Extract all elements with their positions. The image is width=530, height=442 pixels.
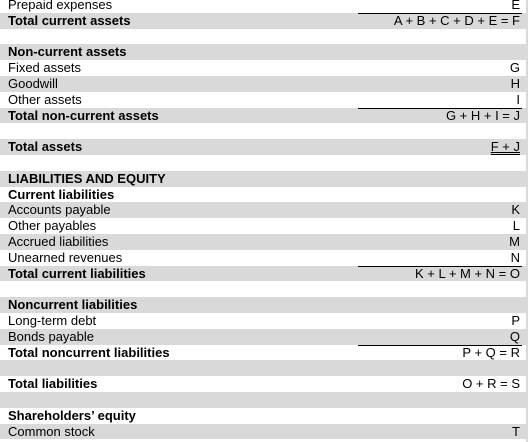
sheet-row bbox=[0, 13, 526, 29]
row-value: K bbox=[511, 202, 520, 218]
row-label: LIABILITIES AND EQUITY bbox=[8, 170, 166, 186]
row-label: Fixed assets bbox=[8, 60, 81, 76]
row-value: H bbox=[510, 75, 520, 91]
row-label: Total current assets bbox=[8, 12, 131, 28]
row-value: P bbox=[511, 312, 520, 328]
row-value: K + L + M + N = O bbox=[414, 265, 520, 281]
row-label: Prepaid expenses bbox=[8, 0, 113, 12]
row-label: Common stock bbox=[8, 423, 95, 439]
row-label: Total current liabilities bbox=[8, 265, 146, 281]
sheet-row bbox=[0, 60, 526, 76]
row-label: Bonds payable bbox=[8, 328, 95, 344]
row-label: Other payables bbox=[8, 218, 97, 234]
row-label: Goodwill bbox=[8, 75, 58, 91]
sheet-row bbox=[0, 187, 526, 203]
sheet-row bbox=[0, 376, 526, 392]
sheet-row bbox=[0, 171, 526, 187]
spacer-row bbox=[0, 281, 526, 297]
row-value: N bbox=[510, 249, 520, 265]
row-label: Shareholders’ equity bbox=[8, 407, 136, 423]
row-value: Q bbox=[509, 328, 520, 344]
row-value: I bbox=[516, 91, 520, 107]
row-label: Total non-current assets bbox=[8, 107, 159, 123]
sheet-row bbox=[0, 218, 526, 234]
sheet-row bbox=[0, 424, 526, 440]
row-value: G + H + I = J bbox=[445, 107, 520, 123]
spacer-row bbox=[0, 29, 526, 45]
sheet-row bbox=[0, 345, 526, 361]
sheet-row bbox=[0, 76, 526, 92]
row-value: E bbox=[511, 0, 520, 12]
row-value: M bbox=[509, 233, 520, 249]
row-label: Total liabilities bbox=[8, 376, 98, 392]
sheet-row bbox=[0, 92, 526, 108]
sheet-row bbox=[0, 313, 526, 329]
row-value: G bbox=[509, 60, 520, 76]
row-value: A + B + C + D + E = F bbox=[393, 12, 520, 28]
sheet-row bbox=[0, 108, 526, 124]
row-value: T bbox=[512, 423, 520, 439]
row-label: Long-term debt bbox=[8, 312, 97, 328]
row-label: Other assets bbox=[8, 91, 82, 107]
spacer-row bbox=[0, 123, 526, 139]
sheet-row bbox=[0, 234, 526, 250]
sheet-row bbox=[0, 202, 526, 218]
row-value: L bbox=[512, 218, 520, 234]
row-label: Noncurrent liabilities bbox=[8, 297, 138, 313]
row-label: Current liabilities bbox=[8, 186, 115, 202]
sheet-row bbox=[0, 0, 526, 13]
row-label: Non-current assets bbox=[8, 44, 127, 60]
row-value: F + J bbox=[490, 139, 520, 155]
row-label: Unearned revenues bbox=[8, 249, 123, 265]
row-label: Accrued liabilities bbox=[8, 233, 109, 249]
sheet-row bbox=[0, 44, 526, 60]
row-label: Total assets bbox=[8, 139, 83, 155]
row-value: P + Q = R bbox=[462, 344, 520, 360]
sheet-row bbox=[0, 266, 526, 282]
spacer-row bbox=[0, 360, 526, 376]
row-label: Total noncurrent liabilities bbox=[8, 344, 170, 360]
row-label: Accounts payable bbox=[8, 202, 111, 218]
sheet-row bbox=[0, 297, 526, 313]
row-value: O + R = S bbox=[462, 376, 520, 392]
spacer-row bbox=[0, 155, 526, 171]
spacer-row bbox=[0, 392, 526, 408]
sheet-row bbox=[0, 408, 526, 424]
sheet-row bbox=[0, 329, 526, 345]
sheet-row bbox=[0, 250, 526, 266]
sheet-row bbox=[0, 139, 526, 155]
